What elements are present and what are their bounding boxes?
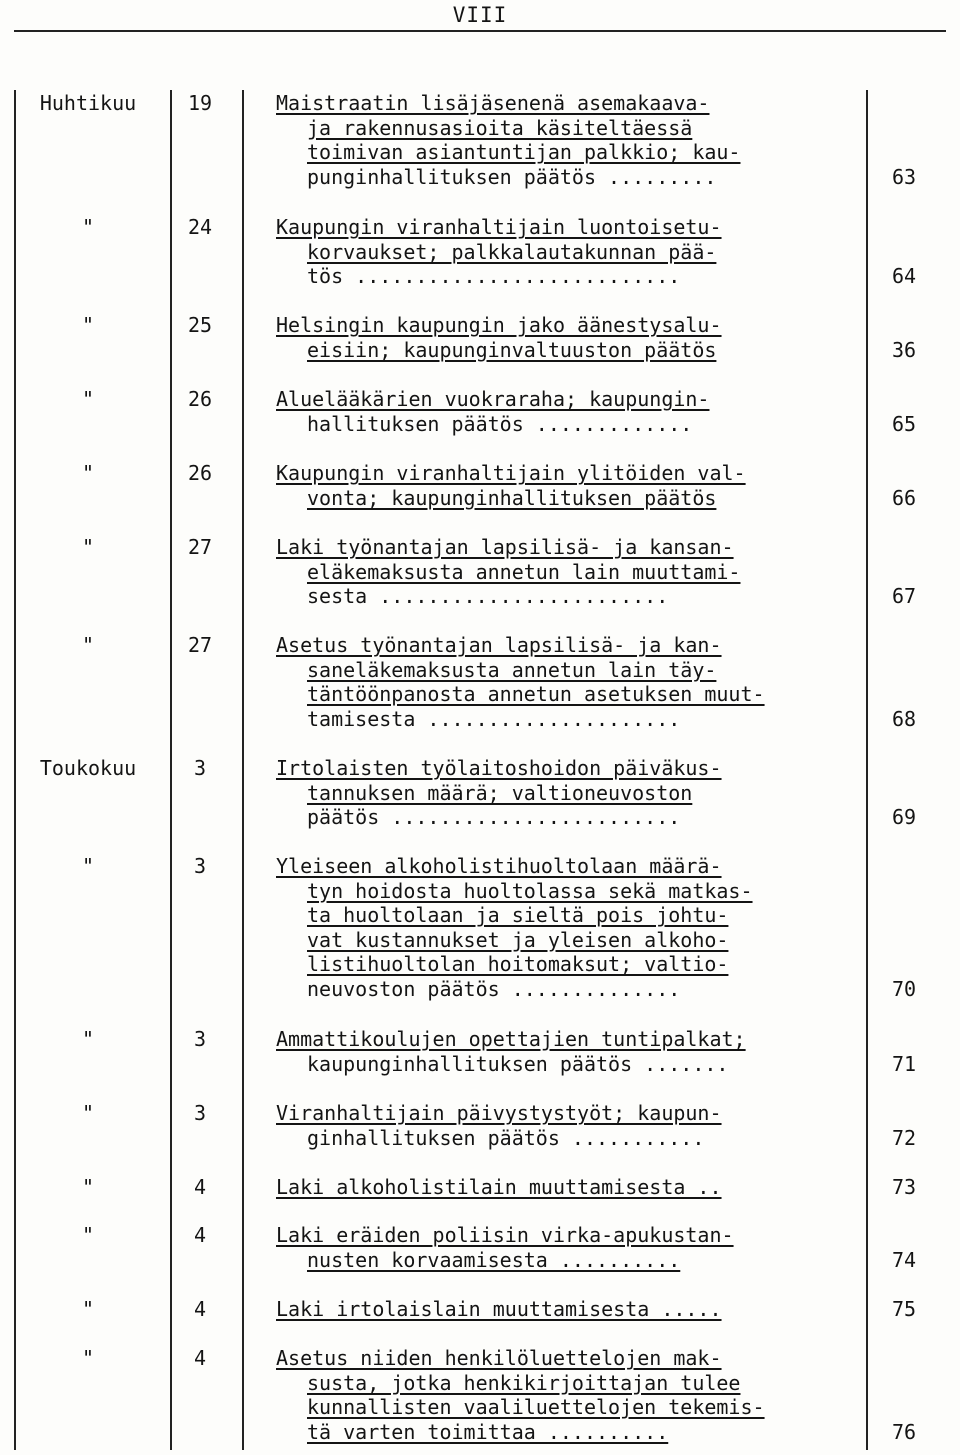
entry-day: 4 bbox=[193, 1223, 207, 1247]
description-line: vonta; kaupunginhallituksen päätös bbox=[307, 485, 717, 510]
entry-day: 25 bbox=[187, 313, 213, 337]
description-line: täntöönpanosta annetun asetuksen muut- bbox=[307, 682, 765, 706]
description-line: ja rakennusasioita käsiteltäessä bbox=[307, 115, 693, 140]
description-line: ta huoltolaan ja sieltä pois johtu- bbox=[307, 903, 729, 927]
entry-page-number: 70 bbox=[891, 976, 917, 1001]
entry-description bbox=[276, 1297, 858, 1322]
description-line: neuvoston päätös .............. bbox=[307, 976, 681, 1001]
description-line: Ammattikoulujen opettajien tuntipalkat; bbox=[276, 1027, 746, 1051]
description-line: susta, jotka henkikirjoittajan tulee bbox=[307, 1370, 741, 1395]
entry-description bbox=[276, 215, 858, 289]
description-line: Laki työnantajan lapsilisä- ja kansan- bbox=[276, 535, 734, 559]
entry-month: " bbox=[81, 313, 95, 337]
entry-page-number: 67 bbox=[891, 584, 917, 608]
entry-month: " bbox=[81, 215, 95, 239]
description-line: sesta ........................ bbox=[307, 584, 669, 608]
entry-page-number: 75 bbox=[891, 1297, 917, 1321]
entry-month: " bbox=[81, 1346, 95, 1370]
description-line: vat kustannukset ja yleisen alkoho- bbox=[307, 927, 729, 952]
description-line: Asetus niiden henkilöluettelojen mak- bbox=[276, 1346, 722, 1370]
entry-day: 4 bbox=[193, 1346, 207, 1370]
entry-month: " bbox=[81, 535, 95, 559]
description-line: saneläkemaksusta annetun lain täy- bbox=[307, 657, 717, 682]
entry-day: 3 bbox=[193, 854, 207, 878]
entry-description bbox=[276, 1027, 858, 1076]
description-line: Irtolaisten työlaitoshoidon päiväkus- bbox=[276, 756, 722, 780]
entry-page-number: 76 bbox=[891, 1419, 917, 1444]
entry-description bbox=[276, 1101, 858, 1150]
description-line: nusten korvaamisesta .......... bbox=[307, 1247, 681, 1272]
entry-day: 27 bbox=[187, 633, 213, 657]
description-line: Laki irtolaislain muuttamisesta ..... bbox=[276, 1297, 722, 1321]
entry-month: Toukokuu bbox=[39, 756, 137, 780]
entry-day: 3 bbox=[193, 1027, 207, 1051]
description-line: hallituksen päätös ............. bbox=[307, 411, 693, 436]
description-line: listihuoltolan hoitomaksut; valtio- bbox=[307, 952, 729, 976]
description-line: Viranhaltijain päivystystyöt; kaupun- bbox=[276, 1101, 722, 1125]
entry-month: " bbox=[81, 1101, 95, 1125]
entry-day: 4 bbox=[193, 1297, 207, 1321]
description-line: päätös ........................ bbox=[307, 805, 681, 829]
entry-page-number: 68 bbox=[891, 706, 917, 731]
description-line: Yleiseen alkoholistihuoltolaan määrä- bbox=[276, 854, 722, 878]
entry-description bbox=[276, 1223, 858, 1272]
description-line: kaupunginhallituksen päätös ....... bbox=[307, 1051, 729, 1076]
description-line: Kaupungin viranhaltijain ylitöiden val- bbox=[276, 461, 746, 485]
desc-page-divider bbox=[866, 90, 868, 1450]
entry-day: 3 bbox=[193, 1101, 207, 1125]
entry-month: " bbox=[81, 854, 95, 878]
entry-page-number: 63 bbox=[891, 164, 917, 189]
entry-description bbox=[276, 535, 858, 609]
description-line: ginhallituksen päätös ........... bbox=[307, 1125, 705, 1150]
entry-page-number: 64 bbox=[891, 264, 917, 288]
page-header bbox=[0, 0, 960, 30]
entry-month: " bbox=[81, 1175, 95, 1199]
entry-page-number: 72 bbox=[891, 1125, 917, 1150]
description-line: Helsingin kaupungin jako äänestysalu- bbox=[276, 313, 722, 337]
entry-page-number: 73 bbox=[891, 1175, 917, 1199]
entry-page-number: 65 bbox=[891, 411, 917, 436]
entry-month: " bbox=[81, 1027, 95, 1051]
description-line: toimivan asiantuntijan palkkio; kau- bbox=[307, 140, 741, 164]
day-desc-divider bbox=[242, 90, 244, 1450]
entry-description bbox=[276, 313, 858, 362]
entry-month: " bbox=[81, 633, 95, 657]
entry-description bbox=[276, 461, 858, 510]
entry-month: " bbox=[81, 461, 95, 485]
entry-description bbox=[276, 387, 858, 436]
description-line: tyn hoidosta huoltolassa sekä matkas- bbox=[307, 878, 753, 903]
description-line: Asetus työnantajan lapsilisä- ja kan- bbox=[276, 633, 722, 657]
description-line: punginhallituksen päätös ......... bbox=[307, 164, 717, 189]
entry-page-number: 36 bbox=[891, 337, 917, 362]
entry-page-number: 71 bbox=[891, 1051, 917, 1076]
entry-month: " bbox=[81, 1297, 95, 1321]
description-line: Kaupungin viranhaltijain luontoisetu- bbox=[276, 215, 722, 239]
description-line: eläkemaksusta annetun lain muuttami- bbox=[307, 559, 741, 584]
description-line: tannuksen määrä; valtioneuvoston bbox=[307, 780, 693, 805]
entry-description bbox=[276, 1175, 858, 1200]
description-line: korvaukset; palkkalautakunnan pää- bbox=[307, 239, 717, 264]
entry-month: Huhtikuu bbox=[39, 91, 137, 115]
entry-description bbox=[276, 1346, 858, 1444]
entry-day: 4 bbox=[193, 1175, 207, 1199]
entry-month: " bbox=[81, 387, 95, 411]
page-title: VIII bbox=[452, 3, 508, 27]
description-line: eisiin; kaupunginvaltuuston päätös bbox=[307, 337, 717, 362]
entry-day: 26 bbox=[187, 387, 213, 411]
header-rule bbox=[14, 30, 946, 32]
entry-day: 3 bbox=[193, 756, 207, 780]
entry-day: 24 bbox=[187, 215, 213, 239]
entry-day: 26 bbox=[187, 461, 213, 485]
description-line: tamisesta ..................... bbox=[307, 706, 681, 731]
description-line: kunnallisten vaaliluettelojen tekemis- bbox=[307, 1395, 765, 1419]
description-line: tös ........................... bbox=[307, 264, 681, 288]
entry-page-number: 74 bbox=[891, 1247, 917, 1272]
entry-description bbox=[276, 854, 858, 1001]
description-line: Aluelääkärien vuokraraha; kaupungin- bbox=[276, 387, 710, 411]
entry-day: 19 bbox=[187, 91, 213, 115]
entry-description bbox=[276, 756, 858, 830]
entry-month: " bbox=[81, 1223, 95, 1247]
description-line: Laki eräiden poliisin virka-apukustan- bbox=[276, 1223, 734, 1247]
entry-page-number: 66 bbox=[891, 485, 917, 510]
description-line: tä varten toimittaa .......... bbox=[307, 1419, 669, 1444]
entry-description bbox=[276, 633, 858, 731]
description-line: Maistraatin lisäjäsenenä asemakaava- bbox=[276, 91, 710, 115]
entry-description bbox=[276, 91, 858, 189]
description-line: Laki alkoholistilain muuttamisesta .. bbox=[276, 1175, 722, 1199]
entry-day: 27 bbox=[187, 535, 213, 559]
entry-page-number: 69 bbox=[891, 805, 917, 829]
